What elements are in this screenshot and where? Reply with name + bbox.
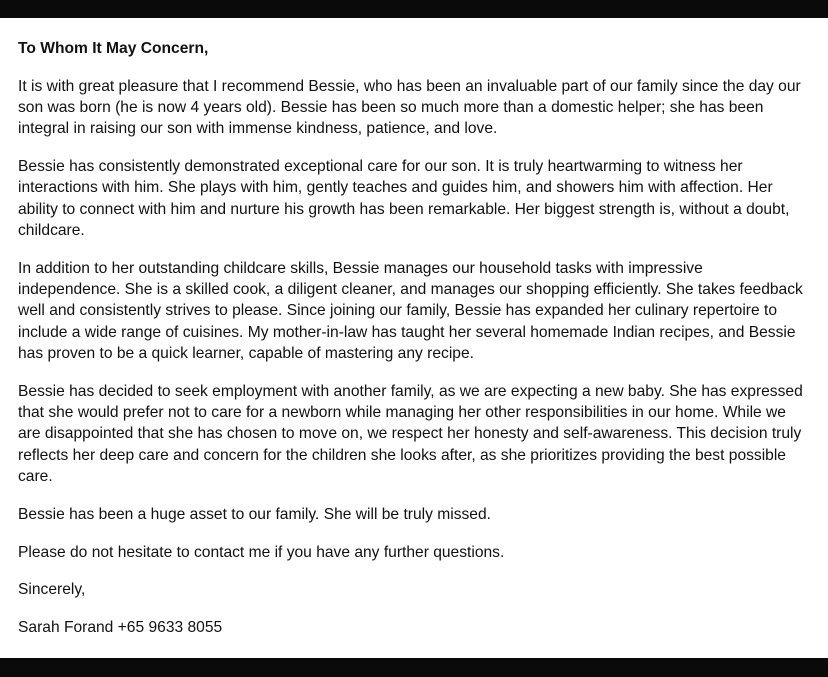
salutation: To Whom It May Concern, bbox=[18, 40, 209, 57]
closing: Sincerely, bbox=[18, 581, 86, 599]
paragraph-asset: Bessie has been a huge asset to our family. She will be truly missed. bbox=[18, 505, 491, 523]
paragraph-household: In addition to her outstanding childcare skills, Bessie manages our household tasks with impressive independence. She is a skilled cook, a diligent cleaner, and manages our shopping efficiently. She takes feedback well and consistently strives to please. Since joining our family, Bessie has expanded her culinary repertoire to include a wide range of cuisines. My mother-in-law has taught her several homemade Indian recipes, and Bessie has proven to be a quick learner, capable of mastering any recipe. bbox=[18, 259, 803, 363]
top-black-border bbox=[0, 0, 828, 18]
bottom-black-border bbox=[0, 658, 828, 677]
paragraph-contact: Please do not hesitate to contact me if you have any further questions. bbox=[18, 543, 505, 561]
letter-page bbox=[0, 18, 828, 658]
paragraph-introduction: It is with great pleasure that I recommend Bessie, who has been an invaluable part of our family since the day our son was born (he is now 4 years old). Bessie has been so much more than a domestic helper; she has been integral in raising our son with immense kindness, patience, and love. bbox=[18, 77, 801, 138]
paragraph-childcare: Bessie has consistently demonstrated exceptional care for our son. It is truly heartwarming to witness her interactions with him. She plays with him, gently teaches and guides him, and showers him with affection. Her ability to connect with him and nurture his growth has been remarkable. Her biggest strength is, without a doubt, childcare. bbox=[18, 158, 790, 240]
paragraph-departure: Bessie has decided to seek employment with another family, as we are expecting a new baby. She has expressed that she would prefer not to care for a newborn while managing her other responsibilities in our home. While we are disappointed that she has chosen to move on, we respect her honesty and self-awareness. This decision truly reflects her deep care and concern for the children she looks after, as she prioritizes providing the best possible care. bbox=[18, 382, 803, 486]
signature-line: Sarah Forand +65 9633 8055 bbox=[18, 619, 223, 637]
